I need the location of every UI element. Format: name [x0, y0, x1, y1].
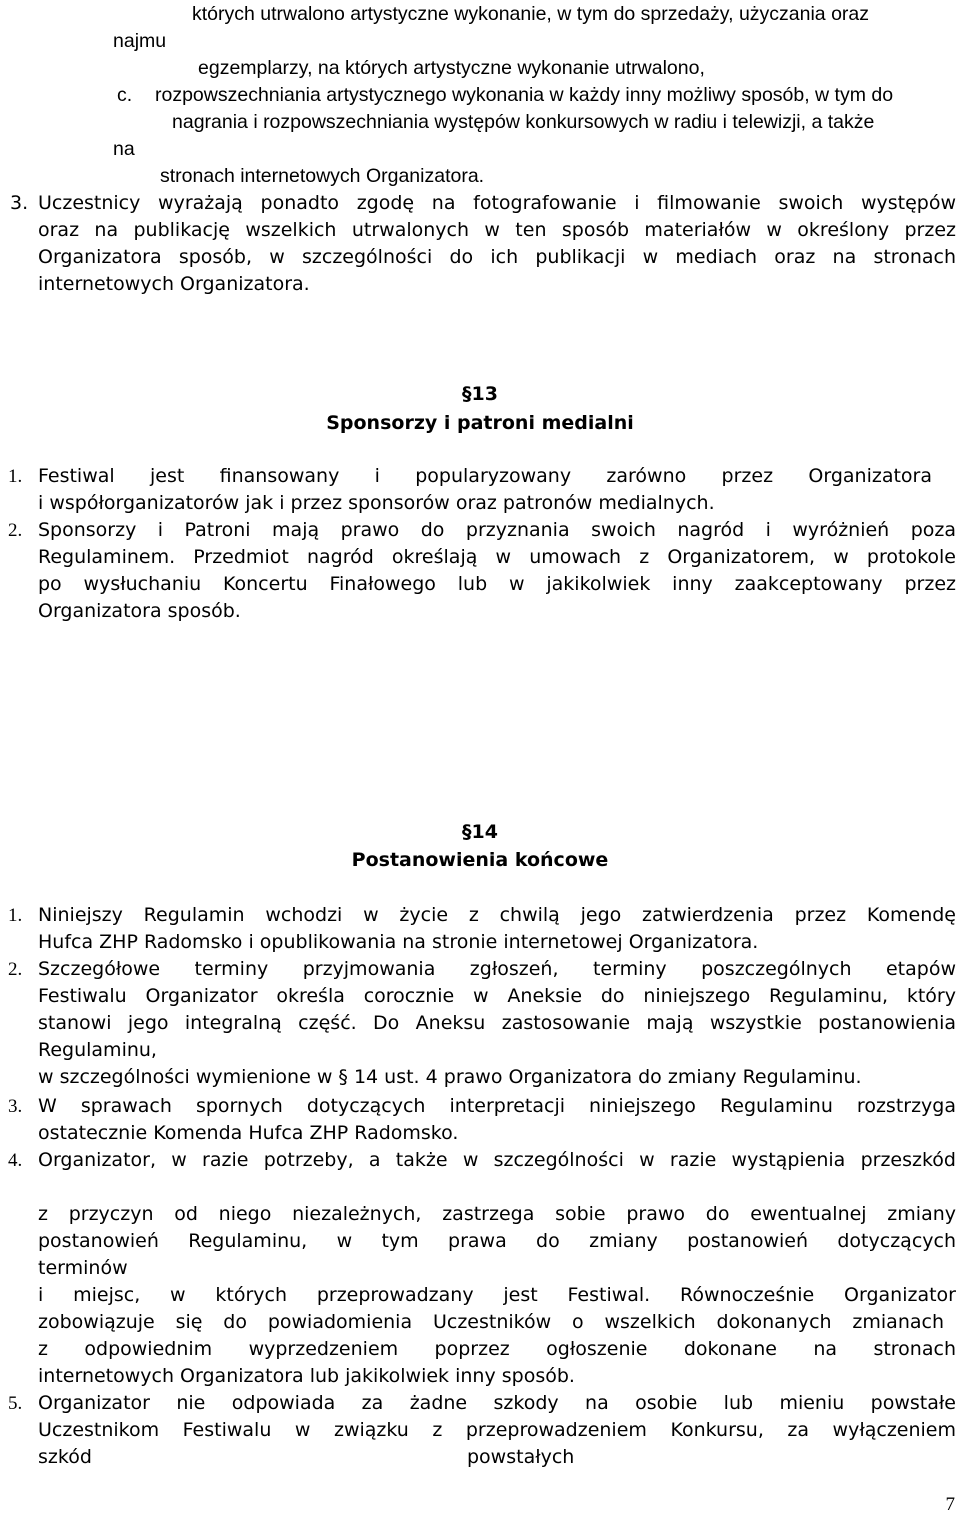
item-line: i miejsc, w których przeprowadzany jest Festiwal. Równocześnie Organizator	[38, 1284, 956, 1306]
item-line: postanowień Regulaminu, w tym prawa do zmiany postanowień dotyczących	[38, 1230, 956, 1252]
item-line: ostatecznie Komenda Hufca ZHP Radomsko.	[38, 1122, 459, 1144]
list-line: których utrwalono artystyczne wykonanie, w tym do sprzedaży, użyczania oraz	[192, 3, 870, 25]
item-line: W sprawach spornych dotyczących interpretacji niniejszego Regulaminu rozstrzyga	[38, 1095, 956, 1117]
item-line: stanowi jego integralną część. Do Aneksu zastosowanie mają wszystkie postanowienia	[38, 1012, 956, 1034]
paragraph-line: internetowych Organizatora.	[38, 273, 310, 295]
item-line: Sponsorzy i Patroni mają prawo do przyznania swoich nagród i wyróżnień poza	[38, 519, 956, 541]
item-line: internetowych Organizatora lub jakikolwiek inny sposób.	[38, 1365, 575, 1387]
item-line: Niniejszy Regulamin wchodzi w życie z chwilą jego zatwierdzenia przez Komendę	[38, 904, 956, 926]
item-line: terminów	[38, 1257, 128, 1279]
paragraph-line: Organizatora sposób, w szczególności do ich publikacji w mediach oraz na stronach	[38, 246, 956, 268]
page-number: 7	[945, 1494, 955, 1515]
section-title: Postanowienia końcowe	[351, 849, 609, 871]
section-number: §13	[462, 383, 498, 405]
list-line: rozpowszechniania artystycznego wykonania w każdy inny możliwy sposób, w tym do	[155, 84, 894, 106]
item-line: Organizator, w razie potrzeby, a także w szczególności w razie wystąpienia przeszkód	[38, 1149, 956, 1171]
item-line: Festiwalu Organizator określa corocznie w Aneksie do niniejszego Regulaminu, który	[38, 985, 956, 1007]
item-line: z odpowiednim wyprzedzeniem poprzez ogłoszenie dokonane na stronach	[38, 1338, 956, 1360]
paragraph-line: Uczestnicy wyrażają ponadto zgodę na fotografowanie i filmowanie swoich występów	[38, 192, 956, 214]
section-number: §14	[462, 821, 498, 843]
item-line: w szczególności wymienione w § 14 ust. 4 prawo Organizatora do zmiany Regulaminu.	[38, 1066, 862, 1088]
item-line: Festiwal jest finansowany i popularyzowany zarówno przez Organizatora	[38, 465, 932, 487]
item-line: i współorganizatorów jak i przez sponsorów oraz patronów medialnych.	[38, 492, 715, 514]
item-number: 4.	[8, 1150, 23, 1171]
item-line: szkód	[38, 1446, 92, 1468]
item-number: 2.	[8, 520, 23, 541]
item-line: Regulaminu,	[38, 1039, 157, 1061]
item-line: powstałych	[467, 1446, 575, 1468]
paragraph-number: 3.	[10, 192, 29, 214]
item-number: 5.	[8, 1393, 23, 1414]
list-line: egzemplarzy, na których artystyczne wykonanie utrwalono,	[198, 57, 705, 79]
item-line: Regulaminem. Przedmiot nagród określają w umowach z Organizatorem, w protokole	[38, 546, 956, 568]
item-line: po wysłuchaniu Koncertu Finałowego lub w jakikolwiek inny zaakceptowany przez	[38, 573, 956, 595]
item-number: 2.	[8, 959, 23, 980]
item-line: Organizatora sposób.	[38, 600, 241, 622]
list-line: najmu	[113, 30, 167, 52]
item-number: 3.	[8, 1096, 23, 1117]
item-line: Organizator nie odpowiada za żadne szkody na osobie lub mieniu powstałe	[38, 1392, 956, 1414]
item-line: Uczestnikom Festiwalu w związku z przeprowadzeniem Konkursu, za wyłączeniem	[38, 1419, 956, 1441]
item-line: Hufca ZHP Radomsko i opublikowania na stronie internetowej Organizatora.	[38, 931, 759, 953]
section-title: Sponsorzy i patroni medialni	[326, 412, 634, 434]
item-line: zobowiązuje się do powiadomienia Uczestników o wszelkich dokonanych zmianach	[38, 1311, 944, 1333]
paragraph-line: oraz na publikację wszelkich utrwalonych w ten sposób materiałów w określony przez	[38, 219, 956, 241]
list-line: stronach internetowych Organizatora.	[160, 165, 485, 187]
item-line: Szczegółowe terminy przyjmowania zgłoszeń, terminy poszczególnych etapów	[38, 958, 956, 980]
item-number: 1.	[8, 905, 23, 926]
item-number: 1.	[8, 466, 23, 487]
list-marker-c: c.	[117, 84, 133, 106]
item-line: z przyczyn od niego niezależnych, zastrzega sobie prawo do ewentualnej zmiany	[38, 1203, 956, 1225]
list-line: na	[113, 138, 135, 160]
list-line: nagrania i rozpowszechniania występów konkursowych w radiu i telewizji, a także	[172, 111, 875, 133]
